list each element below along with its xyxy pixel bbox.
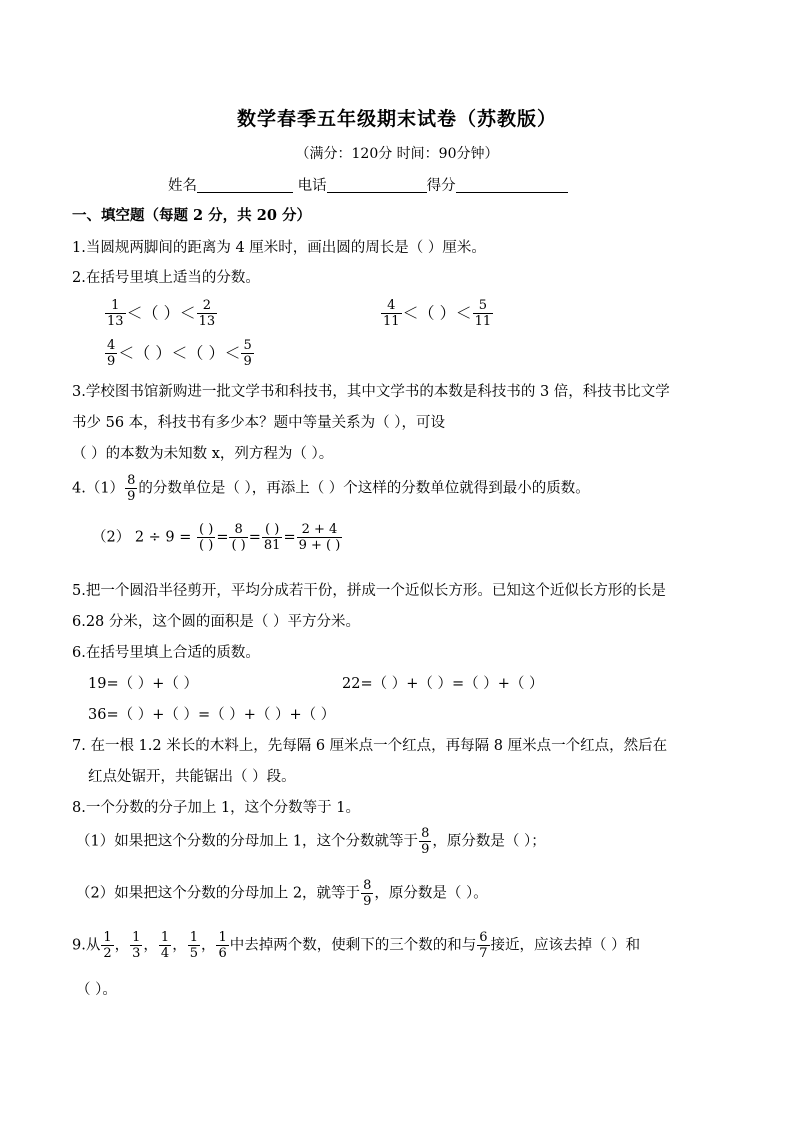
question-8-part1: （1）如果把这个分数的分母加上 1，这个分数就等于 $\frac{8}{9}$ ，原分数是（ ）； <box>76 826 546 857</box>
fraction: $\frac{1}{6}$ <box>218 930 227 961</box>
fraction: $\frac{2 + 4}{9 + ( )}$ <box>298 522 341 553</box>
question-9-line1: 9.从 $\frac{1}{2}$ ， $\frac{1}{3}$ ， $\frac{1}{4}$ ， $\frac{1}{5}$ ， $\frac{1}{6}$ 中去掉两个数，使剩下的三个数的和与 $\frac{6}{7}$ 接近，应该去掉（ ）和 <box>72 930 641 961</box>
fraction: $\frac{2}{13}$ <box>198 298 216 329</box>
question-3-line1: 3.学校图书馆新购进一批文学书和科技书，其中文学书的本数是科技书的 3 倍，科技书比文学 <box>72 384 670 400</box>
question-9-line2: （ ）。 <box>76 982 117 998</box>
fraction: $\frac{( )}{( )}$ <box>199 522 214 553</box>
question-8: 8.一个分数的分子加上 1，这个分数等于 1。 <box>72 800 361 816</box>
fraction: $\frac{8}{9}$ <box>127 473 136 504</box>
name-label: 姓名 <box>168 178 197 194</box>
fraction: $\frac{( )}{81}$ <box>263 522 281 553</box>
question-6-c: 36=（ ）+（ ）=（ ）+（ ）+（ ） <box>88 707 336 723</box>
exam-subtitle: （满分：120分 时间：90分钟） <box>295 146 499 162</box>
question-3-line2: 书少 56 本，科技书有多少本？题中等量关系为（ ），可设 <box>72 415 446 431</box>
question-6-b: 22=（ ）+（ ）=（ ）+（ ） <box>342 676 544 692</box>
fraction: $\frac{1}{5}$ <box>189 930 198 961</box>
fraction: $\frac{4}{9}$ <box>107 338 116 369</box>
question-4-part2: （2） 2 ÷ 9 = $\frac{( )}{( )}$ = $\frac{8}{( )}$ = $\frac{( )}{81}$ = $\frac{2 + 4}{9 + ( )}$ <box>92 522 341 553</box>
question-1: 1.当圆规两脚间的距离为 4 厘米时，画出圆的周长是（ ）厘米。 <box>72 240 486 256</box>
score-label: 得分 <box>426 178 456 194</box>
fraction: $\frac{8}{( )}$ <box>231 522 246 553</box>
phone-label: 电话 <box>297 178 327 194</box>
q2-row1-left: $\frac{1}{13}$ ＜（ ）＜ $\frac{2}{13}$ <box>107 298 216 329</box>
phone-field[interactable] <box>327 176 427 193</box>
q2-row1-right: $\frac{4}{11}$ ＜（ ）＜ $\frac{5}{11}$ <box>383 298 492 329</box>
question-6-a: 19=（ ）+（ ） <box>88 676 198 692</box>
fraction: $\frac{1}{4}$ <box>160 930 170 961</box>
fraction: $\frac{1}{2}$ <box>103 930 112 961</box>
fraction: $\frac{1}{13}$ <box>107 298 124 329</box>
score-field[interactable] <box>456 176 568 193</box>
question-6: 6.在括号里填上合适的质数。 <box>72 645 260 661</box>
question-4-part1: 4.（1） $\frac{8}{9}$ 的分数单位是（ ），再添上（ ）个这样的分数单位就得到最小的质数。 <box>72 473 590 504</box>
question-7-line1: 7. 在一根 1.2 米长的木料上，先每隔 6 厘米点一个红点，再每隔 8 厘米点一个红点，然后在 <box>72 738 668 754</box>
fraction: $\frac{6}{7}$ <box>479 930 488 961</box>
section-heading: 一、填空题（每题 2 分，共 20 分） <box>72 207 311 224</box>
question-5-line1: 5.把一个圆沿半径剪开，平均分成若干份，拼成一个近似长方形。已知这个近似长方形的长是 <box>72 583 666 599</box>
exam-title: 数学春季五年级期末试卷（苏教版） <box>236 108 557 130</box>
fraction: $\frac{8}{9}$ <box>421 826 430 857</box>
question-7-line2: 红点处锯开，共能锯出（ ）段。 <box>88 769 296 785</box>
fraction: $\frac{8}{9}$ <box>363 878 372 909</box>
fraction: $\frac{4}{11}$ <box>383 298 400 329</box>
question-3-line3: （ ）的本数为未知数 x，列方程为（ ）。 <box>72 446 334 462</box>
fraction: $\frac{5}{11}$ <box>474 298 492 329</box>
question-5-line2: 6.28 分米，这个圆的面积是（ ）平方分米。 <box>72 614 361 630</box>
question-2: 2.在括号里填上适当的分数。 <box>72 270 260 286</box>
q2-row2: $\frac{4}{9}$ ＜（ ）＜（ ）＜ $\frac{5}{9}$ <box>107 338 252 369</box>
fraction: $\frac{1}{3}$ <box>132 930 141 961</box>
student-info-line <box>168 176 568 196</box>
name-field[interactable] <box>197 176 293 193</box>
question-8-part2: （2）如果把这个分数的分母加上 2，就等于 $\frac{8}{9}$ ，原分数是（ ）。 <box>76 878 488 909</box>
fraction: $\frac{5}{9}$ <box>243 338 252 369</box>
